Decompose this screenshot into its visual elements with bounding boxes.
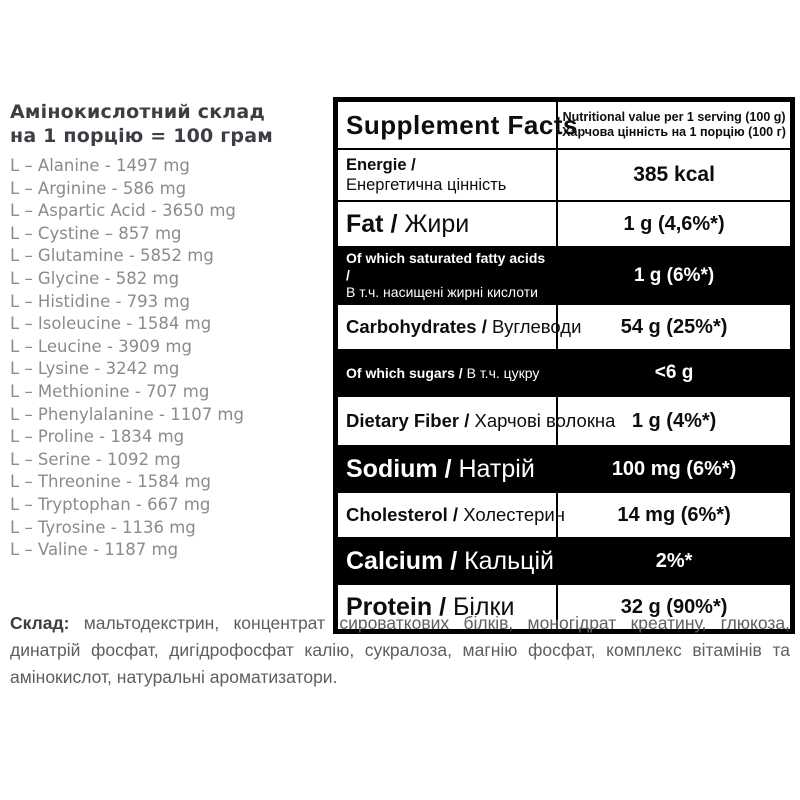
row-label: Of which saturated fatty acids / В т.ч. насищені жирні кислоти: [336, 247, 558, 304]
amino-list-item: L – Histidine - 793 mg: [10, 291, 190, 311]
amino-list-item: L – Leucine - 3909 mg: [10, 336, 192, 356]
row-value: 2%*: [557, 538, 792, 584]
row-value: 1 g (6%*): [557, 247, 792, 304]
amino-list-item: L – Tyrosine - 1136 mg: [10, 517, 196, 537]
supplement-facts-table: [333, 97, 795, 634]
amino-list-item: L – Threonine - 1584 mg: [10, 472, 212, 492]
facts-row-fiber: [336, 396, 793, 446]
amino-list-item: L – Aspartic Acid - 3650 mg: [10, 201, 236, 221]
serving-line2: Харчова цінність на 1 порцію (100 г): [562, 125, 786, 139]
row-value: 32 g (90%*): [557, 584, 792, 632]
amino-title-line1: Амінокислотний склад: [10, 101, 265, 123]
amino-acid-list: [10, 155, 332, 562]
row-label: Carbohydrates / Вуглеводи: [336, 304, 558, 350]
facts-row-fat: [336, 201, 793, 247]
facts-header-row: [336, 100, 793, 150]
amino-title-line2: на 1 порцію = 100 грам: [10, 125, 273, 147]
facts-row-calcium: [336, 538, 793, 584]
amino-list-item: L – Glutamine - 5852 mg: [10, 246, 214, 266]
facts-title: Supplement Facts: [336, 100, 558, 150]
amino-list-item: L – Glycine - 582 mg: [10, 268, 180, 288]
amino-list-item: L – Tryptophan - 667 mg: [10, 494, 211, 514]
row-label: Fat / Жири: [336, 201, 558, 247]
amino-list-item: L – Methionine - 707 mg: [10, 381, 210, 401]
facts-row-carbohydrates: [336, 304, 793, 350]
row-label: Energie / Енергетична цінність: [336, 149, 558, 201]
row-label: Cholesterol / Холестерин: [336, 492, 558, 538]
row-label: Dietary Fiber / Харчові волокна: [336, 396, 558, 446]
amino-panel-title: [10, 100, 332, 148]
facts-row-cholesterol: [336, 492, 793, 538]
row-label: Calcium / Кальцій: [336, 538, 558, 584]
ingredients-paragraph: [10, 610, 790, 691]
amino-list-item: L – Isoleucine - 1584 mg: [10, 314, 212, 334]
serving-line1: Nutritional value per 1 serving (100 g): [562, 110, 786, 124]
facts-row-sodium: [336, 446, 793, 492]
row-value: 100 mg (6%*): [557, 446, 792, 492]
facts-row-energy: [336, 149, 793, 201]
facts-row-saturated-fat: [336, 247, 793, 304]
amino-list-item: L – Alanine - 1497 mg: [10, 156, 190, 175]
row-value: 54 g (25%*): [557, 304, 792, 350]
amino-list-item: L – Phenylalanine - 1107 mg: [10, 404, 244, 424]
row-value: <6 g: [557, 350, 792, 396]
amino-list-item: L – Proline - 1834 mg: [10, 427, 185, 447]
row-label: Sodium / Натрій: [336, 446, 558, 492]
ingredients-label: Склад:: [10, 612, 70, 633]
ingredients-text: мальтодекстрин, концентрат сироваткових білків, моногідрат креатину, глюкоза, динатрій фосфат, дигідрофосфат калію, сукралоза, магнію фосфат, комплекс вітамінів та амінокислот, натуральні ароматизатори.: [10, 612, 790, 687]
amino-list-item: L – Cystine – 857 mg: [10, 223, 182, 243]
amino-list-item: L – Valine - 1187 mg: [10, 540, 179, 560]
amino-list-item: L – Serine - 1092 mg: [10, 449, 181, 469]
amino-acid-panel: [10, 100, 332, 562]
row-value: 1 g (4%*): [557, 396, 792, 446]
row-label: Of which sugars / В т.ч. цукру: [336, 350, 558, 396]
serving-info: [557, 100, 792, 150]
amino-list-item: L – Arginine - 586 mg: [10, 178, 187, 198]
row-value: 385 kcal: [557, 149, 792, 201]
row-value: 1 g (4,6%*): [557, 201, 792, 247]
row-value: 14 mg (6%*): [557, 492, 792, 538]
facts-row-sugars: [336, 350, 793, 396]
amino-list-item: L – Lysine - 3242 mg: [10, 359, 180, 379]
row-label: Protein / Білки: [336, 584, 558, 632]
